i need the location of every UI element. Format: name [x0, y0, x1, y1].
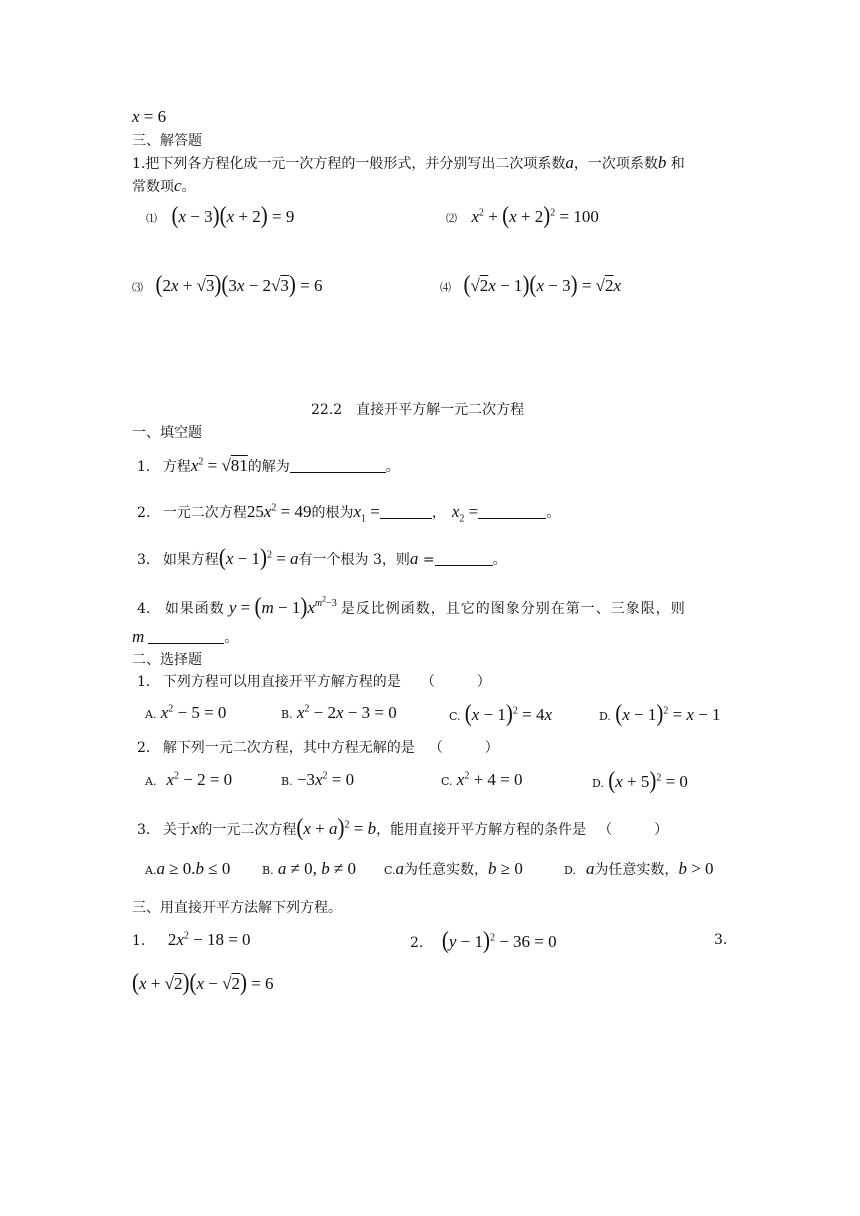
equation-2: ⑵ $x^2 + (x + 2)^2 = 100$: [446, 201, 599, 229]
choice-3-option-d[interactable]: D. a为任意实数，b > 0: [564, 859, 714, 878]
choice-3-option-c[interactable]: C.a为任意实数，b ≥ 0: [384, 859, 523, 878]
fill-question-2: 2. 一元二次方程$25x^2 = 49$的根为$x_1$ = ， $x_2$ = 。: [137, 502, 561, 525]
fill-question-3: 3. 如果方程$(x - 1)^2 = a$有一个根为 3，则a = 。: [137, 543, 507, 571]
choice-question-3: 3. 关于x的一元二次方程$(x + a)^2 = b$，能用直接开平方解方程的条件是 （ ）: [137, 813, 669, 841]
solve-equation-3: (x + √2)(x − √2) = 6: [132, 968, 274, 996]
equation-3: ⑶ (2x + √3)(3x − 2√3) = 6: [132, 270, 323, 298]
equation-1: ⑴ (x − 3)(x + 2) = 9: [146, 201, 295, 229]
question-1-line-1: 1.把下列各方程化成一元一次方程的一般形式，并分别写出二次项系数a，一次项系数b 和: [132, 153, 685, 172]
choice-2-option-b[interactable]: B. $-3x^2 = 0$: [281, 770, 355, 789]
fill-question-1: 1. 方程$x^2 = √81$的解为 。: [137, 456, 400, 475]
solve-equation-2: 2. $(y - 1)^2 - 36 = 0$: [410, 926, 557, 954]
choice-1-option-c[interactable]: C. $(x - 1)^2 = 4x$: [449, 699, 553, 727]
choice-1-option-b[interactable]: B. $x^2 - 2x - 3 = 0$: [281, 703, 397, 722]
choice-3-option-b[interactable]: B. a ≠ 0, b ≠ 0: [262, 859, 357, 878]
solve-equation-1: 1. $2x^2 - 18 = 0$: [132, 930, 251, 949]
choice-1-option-a[interactable]: A. $x^2 - 5 = 0$: [145, 703, 227, 722]
choice-2-option-d[interactable]: D. $(x + 5)^2 = 0$: [592, 766, 688, 794]
fill-question-4-cont: m 。: [132, 627, 239, 646]
choice-2-option-c[interactable]: C. $x^2 + 4 = 0$: [441, 770, 523, 789]
solve-section-title: 三、用直接开平方法解下列方程。: [132, 900, 342, 916]
answer-blank[interactable]: [290, 458, 386, 473]
answer-blank-x1[interactable]: [380, 504, 432, 519]
choice-1-option-d[interactable]: D. $(x - 1)^2 = x - 1$: [599, 699, 721, 727]
choice-2-option-a[interactable]: A. $x^2 - 2 = 0$: [145, 770, 233, 789]
choice-3-option-a[interactable]: A.a ≥ 0.b ≤ 0: [145, 859, 231, 878]
previous-answer: x = 6: [132, 107, 167, 126]
section-title-answers: 三、解答题: [132, 133, 202, 149]
section-heading-22-2: 22.2 直接开平方解一元二次方程: [311, 402, 525, 418]
fill-question-4: 4. 如果函数 $y = (m - 1)x^{m^2-3}$ 是反比例函数，且它的图象分别在第一、三象限，则: [137, 592, 686, 620]
choice-question-2: 2. 解下列一元二次方程，其中方程无解的是 （ ）: [137, 740, 499, 756]
question-1-line-2: 常数项c。: [132, 176, 196, 195]
fill-section-title: 一、填空题: [132, 425, 202, 441]
answer-blank-m[interactable]: [148, 629, 224, 644]
answer-blank-x2[interactable]: [478, 504, 546, 519]
choice-question-1: 1. 下列方程可以用直接开平方解方程的是 （ ）: [137, 674, 491, 690]
choice-section-title: 二、选择题: [132, 652, 202, 668]
solve-equation-3-number: 3.: [714, 932, 728, 948]
answer-blank-a[interactable]: [435, 551, 493, 566]
equation-4: ⑷ (√2x − 1)(x − 3) = √2x: [440, 270, 622, 298]
